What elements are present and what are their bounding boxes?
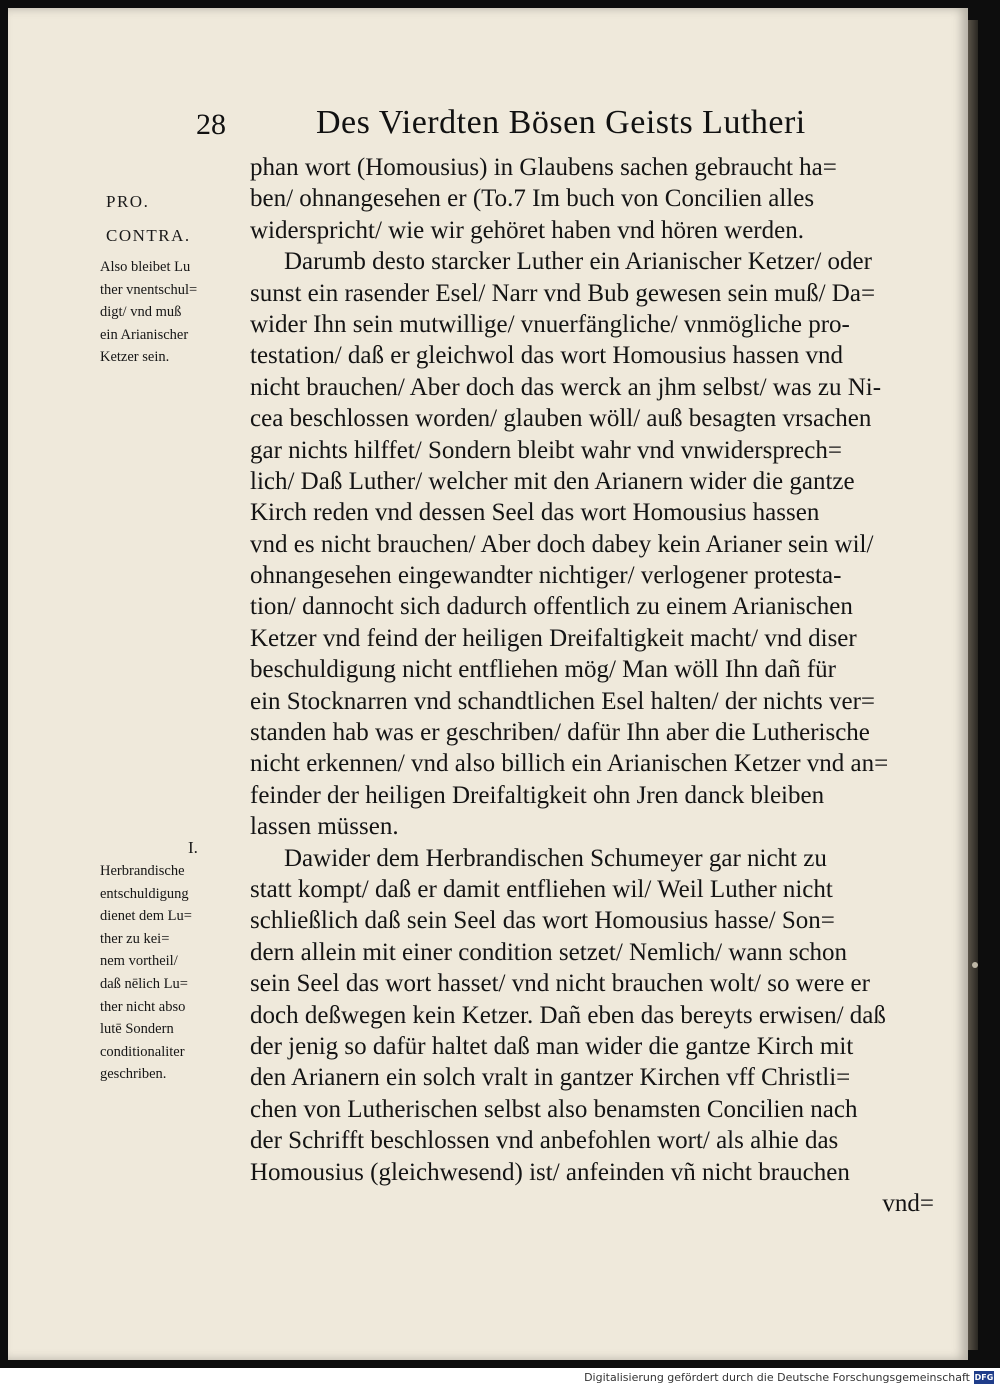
margin-note-line: ther nicht abso: [100, 998, 186, 1015]
text-line: nicht brauchen/ Aber doch das werck an jhm selbst/ was zu Ni-: [250, 373, 882, 401]
text-line: chen von Lutherischen selbst also benamsten Concilien nach: [250, 1095, 858, 1123]
text-line: statt kompt/ daß er damit entfliehen wil/ Weil Luther nicht: [250, 875, 833, 903]
margin-label-pro: PRO.: [106, 192, 150, 211]
text-line: tion/ dannocht sich dadurch offentlich zu einem Arianischen: [250, 593, 853, 621]
margin-note-line: dienet dem Lu=: [100, 908, 192, 925]
text-line: lassen müssen.: [250, 813, 399, 841]
text-line: Homousius (gleichwesend) ist/ anfeinden vñ nicht brauchen: [250, 1158, 850, 1186]
margin-note-line: Ketzer sein.: [100, 349, 170, 366]
text-line: ohnangesehen eingewandter nichtiger/ verlogener protesta-: [250, 562, 842, 590]
margin-note-numeral: I.: [188, 838, 198, 857]
margin-note-line: ein Arianischer: [100, 326, 189, 343]
body-text: [250, 152, 934, 1219]
page-number: 28: [196, 108, 226, 141]
text-line: feinder der heiligen Dreifaltigkeit ohn Jren danck bleiben: [250, 781, 825, 809]
text-line: beschuldigung nicht entfliehen mög/ Man wöll Ihn dañ für: [250, 656, 836, 684]
dfg-logo-icon: DFG: [974, 1373, 994, 1382]
text-line: vnd es nicht brauchen/ Aber doch dabey kein Arianer sein wil/: [250, 530, 874, 558]
page-edge-shadow: [968, 20, 978, 1350]
margin-note-1: [100, 256, 240, 369]
margin-note-line: geschriben.: [100, 1066, 167, 1083]
text-line: ein Stocknarren vnd schandtlichen Esel halten/ der nichts ver=: [250, 687, 876, 715]
footer-credit: Digitalisierung gefördert durch die Deutsche Forschungsgemeinschaft: [584, 1371, 970, 1384]
text-line: cea beschlossen worden/ glauben wöll/ auß besagten vrsachen: [250, 405, 872, 433]
page-header: [196, 100, 856, 150]
text-line: lich/ Daß Luther/ welcher mit den Arianern wider die gantze: [250, 467, 855, 495]
text-line: dern allein mit einer condition setzet/ Nemlich/ wann schon: [250, 938, 848, 966]
text-line: phan wort (Homousius) in Glaubens sachen gebraucht ha=: [250, 154, 837, 181]
text-line: wider Ihn sein mutwillige/ vnuerfängliche/ vnmögliche pro-: [250, 310, 850, 338]
text-line: der jenig so dafür haltet daß man wider die gantze Kirch mit: [250, 1032, 854, 1060]
margin-note-line: nem vortheil/: [100, 953, 178, 970]
margin-note-line: entschuldigung: [100, 885, 189, 902]
text-line: der Schrifft beschlossen vnd anbefohlen wort/ als alhie das: [250, 1127, 839, 1155]
text-line: Kirch reden vnd dessen Seel das wort Homousius hassen: [250, 499, 820, 527]
margin-note-2: [100, 860, 240, 1086]
digitization-footer: [0, 1368, 1000, 1388]
text-line: gar nichts hilffet/ Sondern bleibt wahr vnd vnwidersprech=: [250, 436, 842, 464]
text-line: standen hab was er geschriben/ dafür Ihn aber die Lutherische: [250, 719, 870, 747]
margin-note-line: ther vnentschul=: [100, 281, 198, 298]
margin-label-contra: CONTRA.: [106, 226, 191, 245]
text-line: Dawider dem Herbrandischen Schumeyer gar nicht zu: [284, 844, 827, 872]
text-line: sunst ein rasender Esel/ Narr vnd Bub gewesen sein muß/ Da=: [250, 279, 876, 307]
text-line: testation/ daß er gleichwol das wort Homousius hassen vnd: [250, 342, 843, 370]
text-line: doch deßwegen kein Ketzer. Dañ eben das bereyts erwisen/ daß: [250, 1001, 886, 1029]
text-line: schließlich daß sein Seel das wort Homousius hasse/ Son=: [250, 907, 835, 935]
margin-note-line: lutē Sondern: [100, 1021, 174, 1038]
catchword: vnd=: [882, 1189, 934, 1217]
margin-note-line: conditionaliter: [100, 1043, 185, 1060]
margin-note-line: ther zu kei=: [100, 930, 170, 947]
text-line: den Arianern ein solch vralt in gantzer Kirchen vff Christli=: [250, 1064, 851, 1092]
margin-note-line: daß nēlich Lu=: [100, 975, 188, 992]
text-line: ben/ ohnangesehen er (To.7 Im buch von Concilien alles: [250, 185, 815, 213]
margin-note-line: digt/ vnd muß: [100, 304, 182, 321]
margin-note-line: Herbrandische: [100, 863, 185, 879]
text-line: Ketzer vnd feind der heiligen Dreifaltigkeit macht/ vnd diser: [250, 624, 857, 652]
running-head: Des Vierdten Bösen Geists Lutheri: [316, 104, 806, 141]
page-margin-mark: [972, 962, 978, 968]
margin-note-line: Also bleibet Lu: [100, 259, 191, 275]
text-line: sein Seel das wort hasset/ vnd nicht brauchen wolt/ so were er: [250, 970, 870, 998]
text-line: Darumb desto starcker Luther ein Arianischer Ketzer/ oder: [284, 248, 872, 276]
text-line: widerspricht/ wie wir gehöret haben vnd hören werden.: [250, 216, 804, 244]
text-line: nicht erkennen/ vnd also billich ein Arianischen Ketzer vnd an=: [250, 750, 889, 778]
